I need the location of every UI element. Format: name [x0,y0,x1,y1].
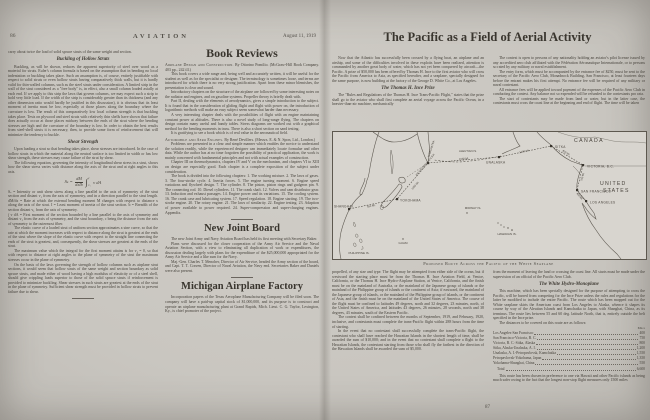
paragraph: The following equation, governing the intensity of longitudinal shear stress in a strut, shows how the shear stress varies with distance along the axis of the strut and at right angles to this axis. [8,160,158,175]
hawaiian-island [503,226,504,227]
review-title-rest: By René Devillers. (Messrs. E. & N. Spon, Ltd., London.) [223,137,316,142]
stop-marker-victoria [582,164,584,166]
paragraph: The distances to be covered on this route are as follows: [499,320,587,325]
route-miles: 1,350 [636,355,645,360]
paragraph: The contest is open to persons of any nationality holding an aviator's pilot license issued by any accredited aero club affiliated with the Fédération Aéronautique Internationale, or to persons so rated by any military or naval establishment. [493,56,645,70]
distance-unalaska-petropavlovsk: 1550 MI. [458,157,470,162]
white-monoplane-heading: The White Hydro-Monoplane [539,281,599,287]
formula-fraction [75,177,83,187]
integral-lower-limit: v₁ [88,183,91,188]
leader-dots [557,354,636,355]
sakhalin-island [391,150,394,174]
formula-integral-group [85,177,90,187]
paragraph: Plans were discussed for the closer cooperation of the Army Air Service and the Naval Aviation Section, with a view to eliminating all duplication of work or expenditures, the discussion dealing largely with plans for the expenditure of the $25,000,000 appropriated for the Army Air Service and a like sum for the Navy. [165,241,319,260]
book-reviews-column [165,46,319,416]
route-leg: San Francisco-Victoria, B. C. [493,336,537,341]
leader-dots [536,344,638,345]
shear-heading: Shear Strength [67,139,99,145]
paragraph: The elastic curve of a loaded strut of uniform section approximates a sine curve, so that the rate at which the moment increases with respect to distance along the strut is greatest at the ends of the strut where the slope of the elastic curve with respect to the straight line connecting the ends of the strut is greatest, and, consequently, the shear stresses are greatest at the ends of the strut. [8,226,158,249]
stop-marker-los-angeles [585,200,587,202]
distance-victoria-sitka: 800 MI. [561,149,571,157]
stop-label-los-angeles: LOS ANGELES [590,200,616,205]
flight-route-line [349,146,586,209]
stop-label-san-francisco: SAN FRANCISCO [581,189,612,194]
midway-island [466,212,467,213]
paragraph: The entry form, which must be accompanied by the entrance fee of $250, must be sent to the secretary of the Pacific Aero Club, Monadnock Building, San Francisco, at least fourteen days before the entrant makes his first attempt. No entrance fee will be required of any military or naval contestant. [493,69,645,88]
route-leg: Unalaska, A. I.-Petropavlovsk, Kamchatka [493,351,556,355]
map-caption: Proposed Route Across the Pacific of the White Seaplane [423,261,554,266]
paragraph: Introductory chapters on the structure of the airplane are followed by some interesting notes on the radiator and engines, and on gasoline systems. Propeller theory is briefly dealt with. [165,90,319,99]
paragraph: propelled, of any size and type. The flight may be attempted from either side of the ocean, but if westward the starting place must be from the Thomas H. Ince Aviation Field, at Venice, California, or the Thomas H. Ince Hydro-Airplane Station, at Venice, California, and the finish must be on the mainland of Australia, or the mainland of the Japanese group of islands or the mainland of the Philippine group of islands or the continent of Asia; if eastward, the mainland of the Japanese group of islands, or the mainland of the Philippine group of islands, or the continent of Asia, and the finish must be on the mainland of the United States of America. The course of the flight must be confined to latitudes 49 degrees, north and 32 degrees, 23 minutes, north, of the United States of America, and latitudes 43 degrees, 26 minutes, 28 seconds, north and 38 degrees, 43 minutes, south of the Eastern Pacific. [332,270,484,315]
new-joint-board-heading: New Joint Board [204,223,280,235]
integral-limits [88,177,90,187]
leader-dots [506,370,636,371]
stop-marker-sitka [550,145,552,147]
alaska-peninsula [502,132,520,154]
paragraph: The book is divided into the following chapters: 1. The working mixture. 2. The laws of gases. 3. The four-stroke cycle. 4. Inertia forces. 5. The engine turning moment. 6. Engine speed variations and flywheel design. 7. The cylinder. 8. The piston, piston rings and gudgeon pin. 9. The connecting rod. 10. Diesel cylinders. 11. The crank shaft. 12. Valves and cam distributor gear. 13. Induction and exhaust passages. 14. Engine power and its variations. 15. The cooling system. 16. The crank case and lubricating system. 17. Speed regulation. 18. Engine starting. 19. The two-stroke engine. 20. The rotary engine. 21. The laws of similarity. 22. Engine testing. 23. Adaption of power available to power required. 24. Super-compression and super-charging engines. Appendix. [165,174,319,215]
formula-denominator: dxIb [75,181,83,187]
hawaiian-island [507,227,508,228]
paragraph: Part II, dealing with the elements of aerodynamics, gives a simple introduction to the subject. It is found that in the consideration of gliding flight and flight with power on, the introduction of logarithmic methods will make an easy subject seem somewhat harder than necessary. [165,99,319,113]
pacific-route-map [332,131,647,260]
small-islands [402,212,513,239]
formula-numerator: dM [76,176,82,182]
route-miles: 1,200 [636,346,645,351]
folio-left: 86 [10,33,16,39]
stop-label-victoria: VICTORIA, B.C. [587,164,615,169]
map-svg [333,132,646,259]
hawaiian-island [497,222,498,223]
paragraph: The start of contestants may be made from land or water, but in the latter case, the contestants must cross the coast line at the beginning and end of flight. The time will be taken [493,96,645,106]
upper-left-column [332,56,484,129]
stop-label-unalaska: UNALASKA [486,160,506,165]
hawaiian-island [500,224,501,225]
right-page [325,0,650,420]
paragraph: All entrance fees will be applied toward payment of the expenses of the Pacific Aero Club in conducting the contest. Any balance not so expended will be refunded to the contestants pro rata. [493,87,645,97]
review-title-main: Airplane Design and Construction. [165,63,234,67]
hawaiian-island [511,229,513,231]
paragraph: The new Joint Army and Navy Aviation Board has held its first meeting with Secretary Baker. [171,237,318,242]
paragraph: The "Rules and Regulations of the Thomas H. Ince Trans-Pacific Flight," states that the prize shall go to the aviator who shall first complete an aerial voyage across the Pacific Ocean, in a heavier-than-air machine, mechanically [332,93,484,107]
review-title-main: Automobile and Aero Engines. [165,137,224,142]
paragraph: In the event that no contestant shall successfully complete the trans-Pacific flight, the contestant who shall have reached the Hawaiian Islands in the shortest length of time, shall be awarded the sum of $10,000; and in the event that no contestant shall complete a flight to the Hawaiian Islands, the contestant starting from those who shall fly the farthest in the direction of the Hawaiian Islands shall be awarded the sum of $5,000. [332,329,484,352]
buckling-heading: Buckling of Hollow Struts [56,57,110,63]
distance-la-sf: 400 MI. [575,192,584,201]
leader-dots [537,339,638,340]
label-guam: GUAM [398,241,408,245]
label-kamchatka: KAMCHATKA [426,139,436,158]
paragraph: Maj.-Gen. Charles T. Menoher, Director of Air Service, headed the Army section of the board, and Capt. T. T. Craven, Director of Naval Aviation, the Navy end. Secretaries Baker and Daniels were also present. [165,259,319,273]
route-miles: 1,550 [636,351,645,355]
stop-label-yokohama: YOKOHAMA [400,198,421,203]
left-page [0,0,322,420]
distance-sf-victoria: 750 MI. [580,172,586,182]
section-divider [231,277,253,278]
paragraph: This route has been chosen in preference to one via Hawaii and other Pacific islands as being much safer owing to the fact that the longest non-stop flight measures only 1500 miles [493,373,645,383]
integral-sign: ∫ [85,176,88,187]
paragraph: Incorporation papers of the Texas Aeroplane Manufacturing Company will be filed soon. The company will have a paid-up capital stock of $1,000,000, and its purpose is to construct and operate an airplane manufacturing plant at Grand Rapids, Mich. Lieut. C. G. Taylor, Lexington, Ky., is chief promoter of the project. [165,295,319,314]
route-miles: 750 [639,336,645,341]
guam-island [402,238,403,239]
route-leg: Petropavlovsk-Yokohama, Japan [493,355,542,360]
label-midway-is: MIDWAY IS. [464,206,482,210]
paragraph: This book covers a wide range and, being well and accurately written, it will be useful for the student as well as for the specialist or designer. The terminology is sometimes loose, and terms are introduced for which there is no very strong justification. Apart from these minor blemishes, the presentation is clear and sound. [165,72,319,90]
stop-label-shanghai: SHANGHAI [334,204,354,209]
upper-right-column [493,56,645,129]
route-leg: Yokohama-Shanghai, China [493,360,535,365]
michigan-factory-heading: Michigan Airplane Factory [181,281,303,293]
lower-left-column [332,270,484,408]
paragraph: ∫ v dA = First moment of the section bounded by a line parallel to the axis of symmetry and distant v₁ from the axis of symmetry, and the strut boundary, c being the distance from the axis of symmetry to the outermost fiber. [8,212,158,226]
lower-right-column [493,270,645,408]
paragraph: A very interesting chapter deals with the possibilities of flight with an engine maintaining constant power at altitudes. There is also a novel study of long-range flying. The chapters on design contain many useful and handy tables. Stress diagrams are worked out with a graphical method for the bending moments in truss. There is also a short section on sand testing. [165,113,319,131]
miles-column-header: Miles [637,326,645,331]
section-divider [231,219,253,220]
strut-article-column [8,50,158,412]
article-title: The Pacific as a Field of Aerial Activity [383,30,592,44]
route-miles: 800 [639,341,645,346]
distance-sitka-unalaska: 1200 MI. [519,149,530,155]
paragraph: On the basis of the laws governing the strength of hollow columns such as airplane strut sections, it would seem that hollow struts of the same weight and section boundary as solid spruce struts, and made either of wood having a high modulus of elasticity or of a steel shell, should give crippling loads superior to those of the solid spruce struts if reinforcement is provided to minimize buckling. Shear stresses in such struts are greatest at the ends of the strut in the plane of symmetry. Sufficient shear strength must be provided in hollow struts to prevent failure due to shear. [8,262,158,294]
stop-labels [334,145,615,209]
distances-table [493,326,645,372]
korea-coast [360,132,379,195]
leader-dots [534,334,638,335]
ince-prize-heading: The Thomas H. Ince Prize [381,85,435,91]
route-miles: 550 [639,360,645,365]
distance-yokohama-shanghai: 550 MI. [366,203,376,209]
vancouver-island [573,166,580,174]
paragraph: from the moment of leaving the land or crossing the coast line. All starts must be made under the supervision of an official of the Pacific Aero Club. [493,270,645,279]
stop-marker-unalaska [498,156,500,158]
okhotsk-coast [373,132,417,142]
paragraph: Chapter III on thermodynamics, chapters IV and V on the mechanism, and chapters VI to XIII on design are especially good. Each chapter is a complete exposition of the subject under consideration. [165,160,319,174]
integral-upper-limit: c [88,176,90,181]
distance-petropavlovsk-yokohama: 1350 MI. [411,180,420,191]
formula-tail: v dA [93,179,102,185]
paragraph: Sₛ = Intensity or unit shear stress along a line parallel to the axis of symmetry of the strut section and distant v₁ from the axis of symmetry, and in a direction parallel to the strut length. dM/dx = Rate at which the external bending moment M changes with respect to distance x along the axis of the strut. I = Least moment of inertia of the strut section. b = Breadth of the section distant v₁ from the axis of symmetry. [8,189,158,212]
stop-label-petropavlovsk: PETROPAVLOVSK [414,152,436,177]
paragraph: It is gratifying to see a book which is of real value in the aeronautical field. [171,131,288,136]
book-reviews-heading: Book Reviews [206,46,278,60]
folio-right: 87 [485,405,490,410]
honshu [382,184,402,208]
paragraph: Upon loading a strut so that bending takes place, shear stresses are introduced. In the case of hollow struts in which the material along the neutral surface is too limited in width or has low shear strength, these stresses may cause failure of the strut by shear. [8,147,158,161]
route-leg: Total [497,367,505,372]
route-stop-markers [348,145,587,210]
hokkaido [399,177,405,183]
magazine-title: AVIATION [133,33,189,40]
section-divider [72,298,94,299]
route-leg: Sitka, Alaska-Unalaska, A. I. [493,346,536,351]
shear-stress-formula [8,177,158,187]
route-miles: 6,600 [636,367,645,372]
leader-dots [535,364,638,365]
paragraph: The maximum value which the integral for the first moment attains is for v₁ = 0, so that with respect to distance at right angles to the plane of symmetry of the strut the maximum stresses occur in the plane of symmetry. [8,248,158,262]
label-states: STATES [603,188,630,194]
label-united: UNITED [600,181,627,187]
formula-lhs: Sₛ = [64,179,73,185]
issue-date: August 11, 1919 [282,34,316,39]
leader-dots [542,359,635,360]
stop-marker-yokohama [396,198,398,200]
philippine-islands [353,234,363,249]
paragraph: Now that the Atlantic has successfully been crossed by a flying boat, an airplane and an airship, and some of the difficulties involved in these exploits have been realized, attention is commanded by another great body of water, which has not yet been conquered by aircraft—the Pacific. A prize of $50,000 has been offered by Thomas H. Ince to the first aviator who will cross the Pacific from America to Asia, as specified hereafter, and a seaplane, specially designed for the same purpose, is now building at the factory of the George D. White Co., at Los Angeles. [332,56,484,83]
paragraph: carry about twice the load of solid spruce struts of the same weight and section. [8,50,132,54]
review-title-rest: By Ottorino Pomilio. (McGraw-Hill Book Company. 403 pp., 242 ill.) [165,63,319,72]
table-row [493,361,645,366]
route-miles: 400 [639,331,645,336]
route-leg: Los Angeles-San Francisco [493,331,534,336]
paragraph: This machine, which has been specially designed for the purpose of attempting to cross the Pacific, will be barred from competing for the Ince Prize unless the rules and regulations for the latter be modified to include the entire Pacific. The route which has been mapped out for the White seaplane skirts the American coast from Los Angeles to Alaska, whence it shapes its course by way of the Aleutian Islands and Kamchatka to Japan, with Shanghai, China, as its terminus. The route lies between 55 and 60 deg. latitude North, that is, entirely outside the belt specified in the Ince prize. [493,289,645,321]
review-title [165,63,319,72]
label-hawaiian-is: HAWAIIAN IS. [497,232,517,236]
paragraph: Problems are presented in a clear and simple manner which enables the novice to understand the solution readily, while the experienced designer can immediately locate formulae and other data. While the author has at no time forgotten the possibility of practical application, the work is mainly concerned with fundamental principles and not with actual examples of construction. [165,142,319,160]
paragraph: Buckling, as will be shown, reduces the apparent superiority of steel over wood as a material for struts. Euler's column formula is based on the assumption that in bending no local indentation or buckling takes place. Such an assumption is, of course, entirely justifiable with respect to solid struts or even hollow struts having comparatively thick walls, but it is hardly valid for thin-walled columns, such as the steel struts under consideration. A limited strip in the wall of the strut considered as a "free body" is, in effect, also a small column loaded axially at each end. If we apply to this strip the laws that govern columns, we may expect such a strip to hold very little load. If the width of the strip is considerably greater than its thickness (and any other dimension ratio would hardly be justified in this discussion), it is obvious that its least moment of inertia must be low, especially at those places along the boundary where the curvature is low. The result of this comparatively low local column strength is that buckling takes place. Tests on plywood and steel struts with relatively thin shells have shown that failure does actually occur at those places midway between the ends of the strut where the bending stresses are high and the curvature of the boundary is low. In order to obtain the best results from steel-shell struts it is necessary, then, to provide some form of reinforcement that will minimize the tendency to buckle. [8,64,158,137]
label-aleutian-is: ALEUTIAN IS. [459,149,477,153]
taiwan [353,222,355,227]
label-philippine-is: PHILIPPINE IS. [348,251,370,255]
label-canada: CANADA [573,138,605,144]
stop-label-sitka: SITKA [555,145,566,149]
route-leg: Victoria, B. C.-Sitka, Alaska [493,341,536,346]
map-coastlines [340,132,647,259]
paragraph: The contest shall be confined between the months of September, 1919, and February, 1920, inclusive, and contestants must complete the trans-Pacific flight within 288 hours from the time of starting. [332,315,484,329]
table-total-row [493,367,645,372]
